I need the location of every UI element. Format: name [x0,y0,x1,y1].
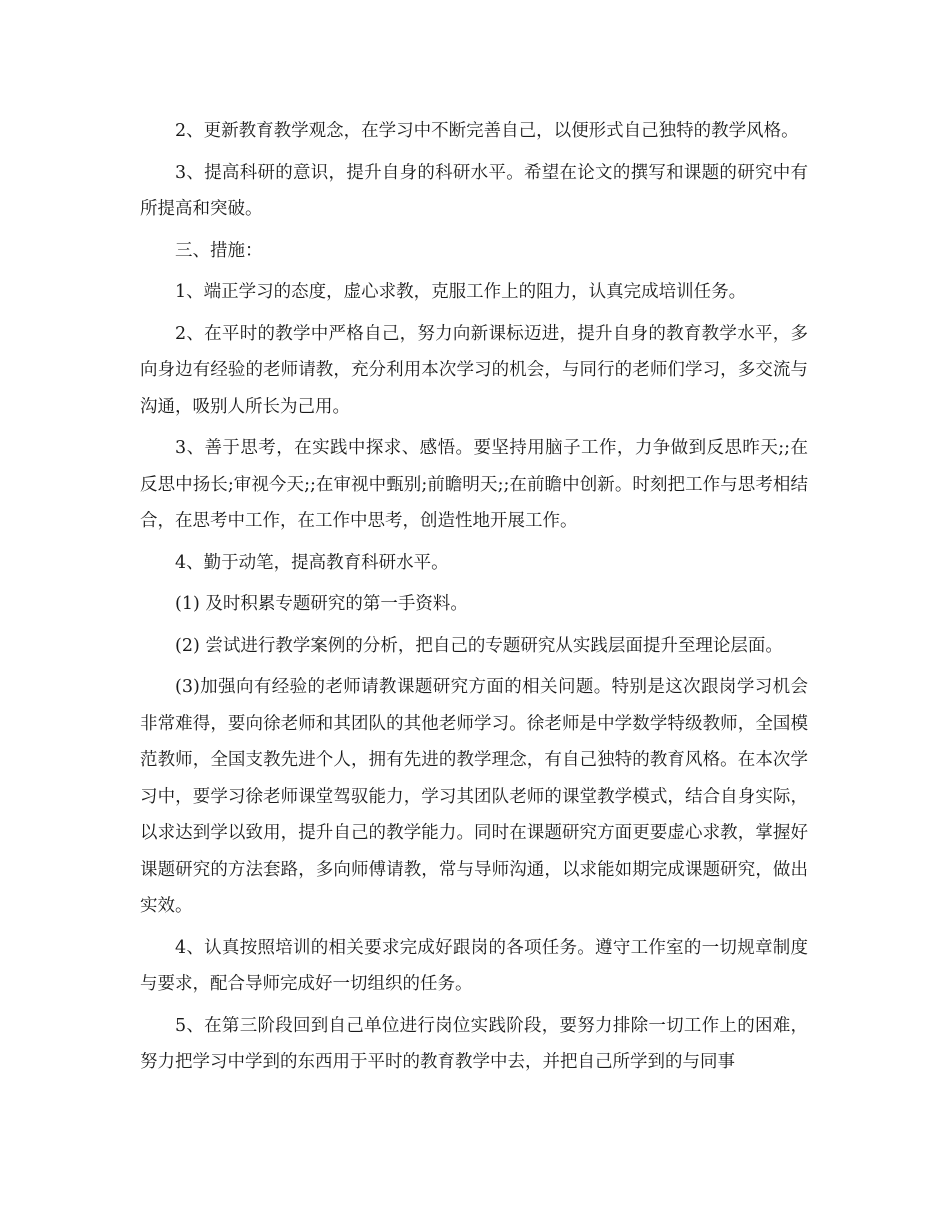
paragraph-measure-3: 3、善于思考，在实践中探求、感悟。要坚持用脑子工作，力争做到反思昨天;;在反思中扬长;审视今天;;在审视中甄别;前瞻明天;;在前瞻中创新。时刻把工作与思考相结合，在思考中工作，在工作中思考，创造性地开展工作。 [140,438,808,531]
paragraph-subitem-1: (1) 及时积累专题研究的第一手资料。 [175,594,468,614]
paragraph-measure-5: 5、在第三阶段回到自己单位进行岗位实践阶段，要努力排除一切工作上的困难，努力把学习中学到的东西用于平时的教育教学中去，并把自己所学到的与同事 [140,1015,808,1072]
paragraph-goal-2: 2、更新教育教学观念，在学习中不断完善自己，以便形式自己独特的教学风格。 [175,121,799,141]
paragraph-subitem-3: (3)加强向有经验的老师请教课题研究方面的相关问题。特别是这次跟岗学习机会非常难得，要向徐老师和其团队的其他老师学习。徐老师是中学数学特级教师，全国模范教师，全国支教先进个人，拥有先进的教学理念，有自己独特的教育风格。在本次学习中，要学习徐老师课堂驾驭能力，学习其团队老师的课堂教学模式，结合自身实际，以求达到学以致用，提升自己的教学能力。同时在课题研究方面更要虚心求教，掌握好课题研究的方法套路，多向师傅请教，常与导师沟通，以求能如期完成课题研究，做出实效。 [140,677,808,916]
document-body [140,113,808,1086]
section-heading-measures: 三、措施： [175,240,263,261]
paragraph-measure-4: 4、勤于动笔，提高教育科研水平。 [175,552,449,573]
paragraph-goal-3: 3、提高科研的意识，提升自身的科研水平。希望在论文的撰写和课题的研究中有所提高和突破。 [140,162,808,219]
paragraph-subitem-2: (2) 尝试进行教学案例的分析，把自己的专题研究从实践层面提升至理论层面。 [175,635,783,656]
paragraph-measure-2: 2、在平时的教学中严格自己，努力向新课标迈进，提升自身的教育教学水平，多向身边有经验的老师请教，充分利用本次学习的机会，与同行的老师们学习，多交流与沟通，吸别人所长为己用。 [140,323,808,417]
paragraph-measure-4b: 4、认真按照培训的相关要求完成好跟岗的各项任务。遵守工作室的一切规章制度与要求，配合导师完成好一切组织的任务。 [140,937,808,994]
paragraph-measure-1: 1、端正学习的态度，虚心求教，克服工作上的阻力，认真完成培训任务。 [175,282,747,302]
